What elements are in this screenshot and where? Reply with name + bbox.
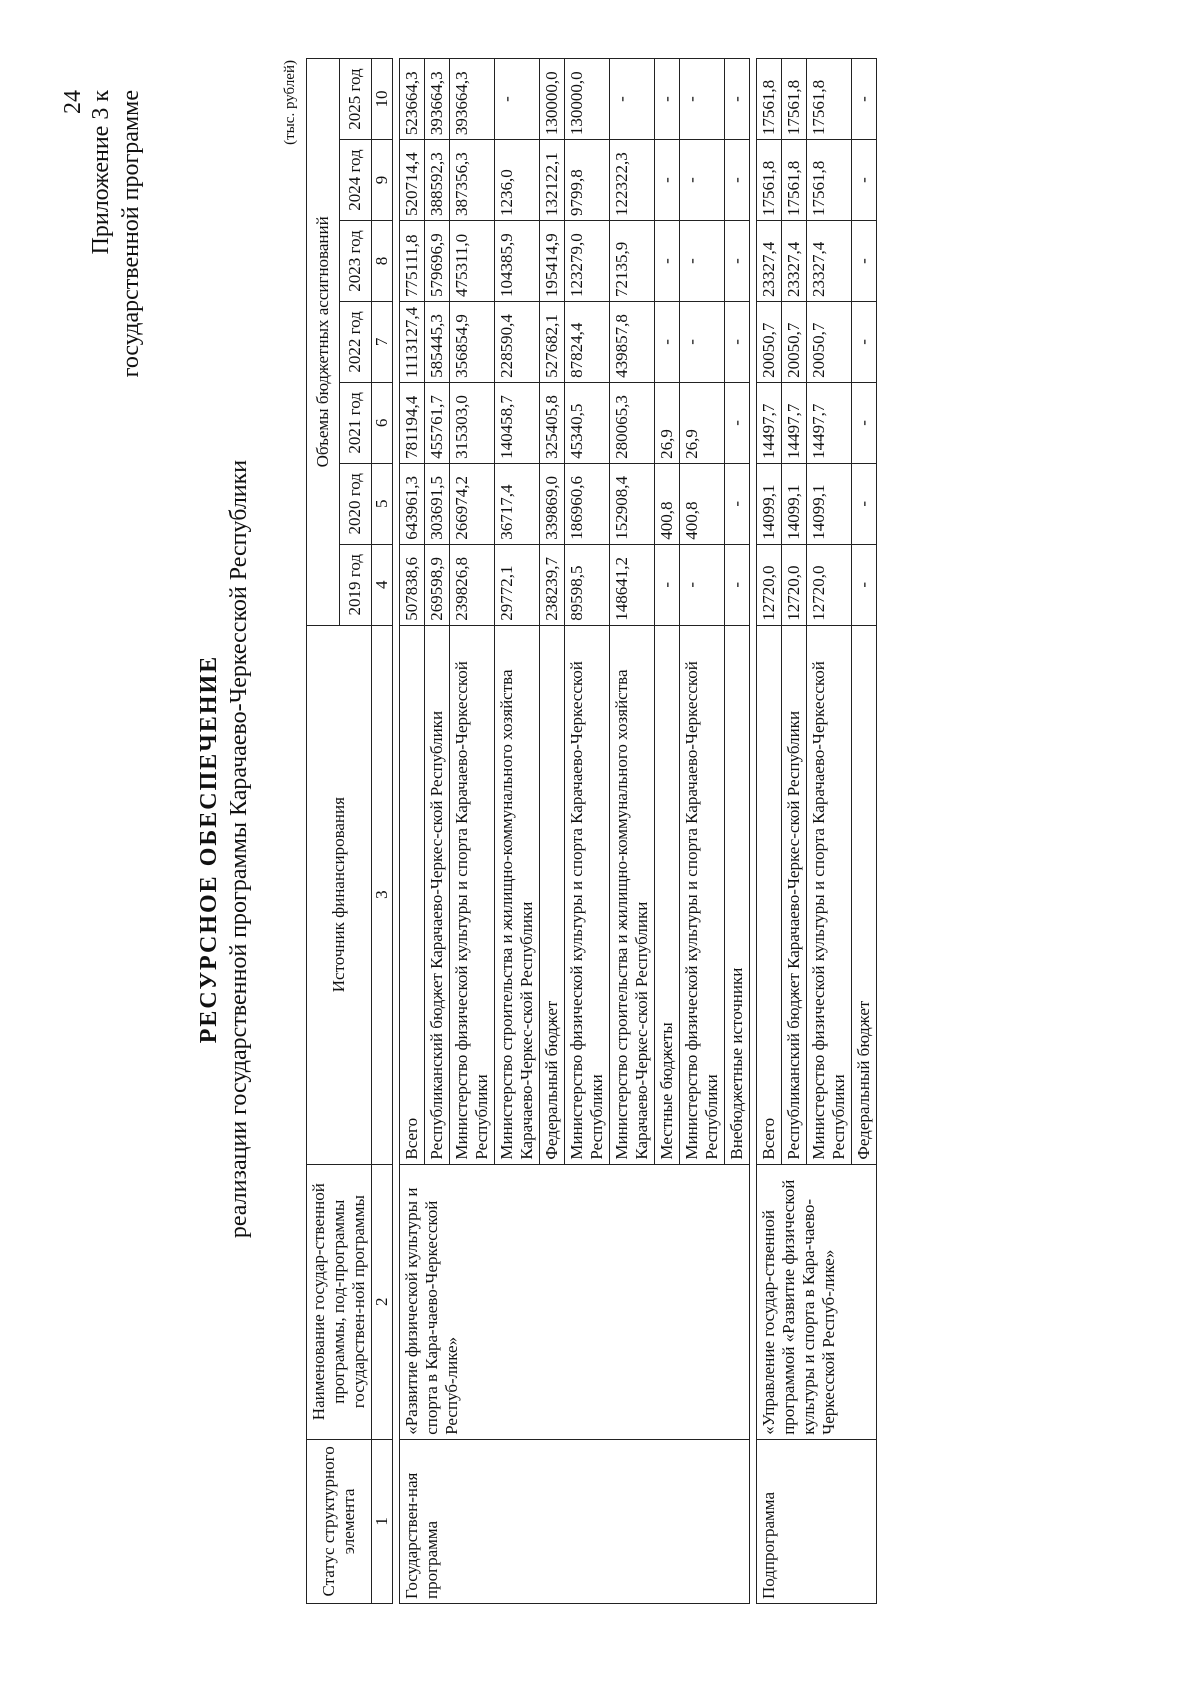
value-cell: 781194,4 — [400, 382, 425, 463]
value-cell: 585445,3 — [425, 301, 450, 382]
value-cell: - — [852, 382, 877, 463]
header-volumes: Объемы бюджетных ассигнований — [307, 59, 340, 626]
program-name-cell: «Развитие физической культуры и спорта в Кара-чаево-Черкесской Респуб-лике» — [400, 1164, 750, 1439]
value-cell: 775111,8 — [400, 221, 425, 302]
value-cell: 9799,8 — [565, 140, 610, 221]
value-cell: 17561,8 — [782, 140, 807, 221]
header-source: Источник финансирования — [307, 625, 372, 1164]
value-cell: 186960,6 — [565, 463, 610, 544]
value-cell: 339869,0 — [540, 463, 565, 544]
value-cell: 152908,4 — [610, 463, 655, 544]
value-cell: 12720,0 — [807, 544, 852, 625]
header-name: Наименование государ-ственной программы, под-программы государствен-ной программы — [307, 1164, 372, 1439]
column-number: 5 — [372, 463, 393, 544]
header-year: 2021 год — [339, 382, 372, 463]
table-row — [757, 59, 782, 1604]
column-number: 3 — [372, 625, 393, 1164]
value-cell: 14497,7 — [782, 382, 807, 463]
value-cell: - — [852, 221, 877, 302]
source-cell: Всего — [757, 625, 782, 1164]
status-cell: Государствен-ная программа — [400, 1439, 750, 1603]
value-cell: 527682,1 — [540, 301, 565, 382]
source-cell: Министерство физической культуры и спорта Карачаево-Черкесской Республики — [450, 625, 495, 1164]
value-cell: - — [655, 221, 680, 302]
value-cell: - — [680, 140, 725, 221]
value-cell: - — [725, 544, 750, 625]
value-cell: 520714,4 — [400, 140, 425, 221]
header-status: Статус структурного элемента — [307, 1439, 372, 1603]
value-cell: 439857,8 — [610, 301, 655, 382]
value-cell: 20050,7 — [807, 301, 852, 382]
column-number-row — [372, 59, 393, 1604]
appendix-line-1: Приложение 3 к — [88, 90, 114, 255]
document-title: РЕСУРСНОЕ ОБЕСПЕЧЕНИЕ — [196, 654, 222, 1044]
value-cell: - — [725, 463, 750, 544]
value-cell: 14099,1 — [782, 463, 807, 544]
source-cell: Министерство физической культуры и спорта Карачаево-Черкесской Республики — [565, 625, 610, 1164]
value-cell: 507838,6 — [400, 544, 425, 625]
value-cell: 26,9 — [680, 382, 725, 463]
value-cell: - — [680, 221, 725, 302]
document-subtitle: реализации государственной программы Карачаево-Черкесской Республики — [226, 459, 252, 1239]
value-cell: - — [852, 463, 877, 544]
source-cell: Министерство строительства и жилищно-коммунального хозяйства Карачаево-Черкес-ской Республики — [610, 625, 655, 1164]
value-cell: - — [852, 301, 877, 382]
value-cell: 356854,9 — [450, 301, 495, 382]
row-separator — [750, 59, 757, 1604]
value-cell: - — [680, 544, 725, 625]
source-cell: Министерство строительства и жилищно-коммунального хозяйства Карачаево-Черкес-ской Республики — [495, 625, 540, 1164]
value-cell: 14497,7 — [757, 382, 782, 463]
program-name-cell: «Управление государ-ственной программой «Развитие физической культуры и спорта в Кара-чаево-Черкесской Респуб-лике» — [757, 1164, 877, 1439]
value-cell: - — [852, 140, 877, 221]
value-cell: 325405,8 — [540, 382, 565, 463]
value-cell: 12720,0 — [782, 544, 807, 625]
value-cell: 387356,3 — [450, 140, 495, 221]
value-cell: - — [725, 140, 750, 221]
value-cell: 122322,3 — [610, 140, 655, 221]
value-cell: - — [680, 59, 725, 140]
source-cell: Всего — [400, 625, 425, 1164]
value-cell: 1236,0 — [495, 140, 540, 221]
header-year: 2019 год — [339, 544, 372, 625]
table-body — [372, 59, 877, 1604]
value-cell: 89598,5 — [565, 544, 610, 625]
value-cell: - — [725, 301, 750, 382]
header-year: 2025 год — [339, 59, 372, 140]
value-cell: 45340,5 — [565, 382, 610, 463]
value-cell: 280065,3 — [610, 382, 655, 463]
value-cell: 400,8 — [655, 463, 680, 544]
source-cell: Федеральный бюджет — [852, 625, 877, 1164]
source-cell: Внебюджетные источники — [725, 625, 750, 1164]
header-year: 2024 год — [339, 140, 372, 221]
value-cell: 123279,0 — [565, 221, 610, 302]
value-cell: - — [725, 221, 750, 302]
value-cell: 23327,4 — [782, 221, 807, 302]
value-cell: 228590,4 — [495, 301, 540, 382]
value-cell: 104385,9 — [495, 221, 540, 302]
value-cell: 315303,0 — [450, 382, 495, 463]
value-cell: - — [852, 544, 877, 625]
value-cell: 132122,1 — [540, 140, 565, 221]
value-cell: 36717,4 — [495, 463, 540, 544]
source-cell: Федеральный бюджет — [540, 625, 565, 1164]
appendix-line-2: государственной программе — [118, 90, 144, 378]
source-cell: Местные бюджеты — [655, 625, 680, 1164]
source-cell: Республиканский бюджет Карачаево-Черкес-ской Республики — [425, 625, 450, 1164]
column-number: 10 — [372, 59, 393, 140]
value-cell: 12720,0 — [757, 544, 782, 625]
source-cell: Министерство физической культуры и спорта Карачаево-Черкесской Республики — [807, 625, 852, 1164]
value-cell: 388592,3 — [425, 140, 450, 221]
page-number: 24 — [60, 90, 86, 114]
header-row-1 — [307, 59, 340, 1604]
value-cell: 400,8 — [680, 463, 725, 544]
value-cell: 266974,2 — [450, 463, 495, 544]
value-cell: 20050,7 — [782, 301, 807, 382]
header-year: 2023 год — [339, 221, 372, 302]
value-cell: 238239,7 — [540, 544, 565, 625]
header-year: 2020 год — [339, 463, 372, 544]
value-cell: 303691,5 — [425, 463, 450, 544]
value-cell: 26,9 — [655, 382, 680, 463]
value-cell: - — [495, 59, 540, 140]
column-number: 7 — [372, 301, 393, 382]
value-cell: 1113127,4 — [400, 301, 425, 382]
column-number: 4 — [372, 544, 393, 625]
value-cell: - — [680, 301, 725, 382]
table-row — [400, 59, 425, 1604]
value-cell: 523664,3 — [400, 59, 425, 140]
value-cell: - — [655, 301, 680, 382]
value-cell: 17561,8 — [782, 59, 807, 140]
value-cell: 20050,7 — [757, 301, 782, 382]
column-number: 2 — [372, 1164, 393, 1439]
value-cell: 643961,3 — [400, 463, 425, 544]
value-cell: - — [725, 59, 750, 140]
value-cell: 393664,3 — [450, 59, 495, 140]
value-cell: 17561,8 — [757, 140, 782, 221]
value-cell: 148641,2 — [610, 544, 655, 625]
value-cell: 140458,7 — [495, 382, 540, 463]
value-cell: 130000,0 — [565, 59, 610, 140]
resource-table — [306, 58, 877, 1604]
units-note: (тыс. рублей) — [282, 60, 298, 145]
column-number: 6 — [372, 382, 393, 463]
value-cell: 72135,9 — [610, 221, 655, 302]
value-cell: - — [725, 382, 750, 463]
value-cell: 475311,0 — [450, 221, 495, 302]
value-cell: 579696,9 — [425, 221, 450, 302]
separator-cell — [750, 59, 757, 1604]
column-number: 1 — [372, 1439, 393, 1603]
status-cell: Подпрограмма — [757, 1439, 877, 1603]
value-cell: 393664,3 — [425, 59, 450, 140]
value-cell: 130000,0 — [540, 59, 565, 140]
value-cell: - — [655, 140, 680, 221]
value-cell: 87824,4 — [565, 301, 610, 382]
value-cell: 14099,1 — [807, 463, 852, 544]
appendix-note — [86, 90, 146, 377]
value-cell: 17561,8 — [807, 59, 852, 140]
value-cell: - — [852, 59, 877, 140]
value-cell: 23327,4 — [807, 221, 852, 302]
value-cell: 17561,8 — [807, 140, 852, 221]
separator-cell — [393, 59, 400, 1604]
value-cell: 29772,1 — [495, 544, 540, 625]
value-cell: 23327,4 — [757, 221, 782, 302]
column-number: 9 — [372, 140, 393, 221]
column-number: 8 — [372, 221, 393, 302]
source-cell: Республиканский бюджет Карачаево-Черкес-ской Республики — [782, 625, 807, 1164]
value-cell: 269598,9 — [425, 544, 450, 625]
value-cell: - — [610, 59, 655, 140]
value-cell: 17561,8 — [757, 59, 782, 140]
value-cell: - — [655, 544, 680, 625]
row-separator — [393, 59, 400, 1604]
value-cell: 195414,9 — [540, 221, 565, 302]
source-cell: Министерство физической культуры и спорта Карачаево-Черкесской Республики — [680, 625, 725, 1164]
value-cell: 14497,7 — [807, 382, 852, 463]
value-cell: 14099,1 — [757, 463, 782, 544]
value-cell: 455761,7 — [425, 382, 450, 463]
value-cell: - — [655, 59, 680, 140]
value-cell: 239826,8 — [450, 544, 495, 625]
header-year: 2022 год — [339, 301, 372, 382]
